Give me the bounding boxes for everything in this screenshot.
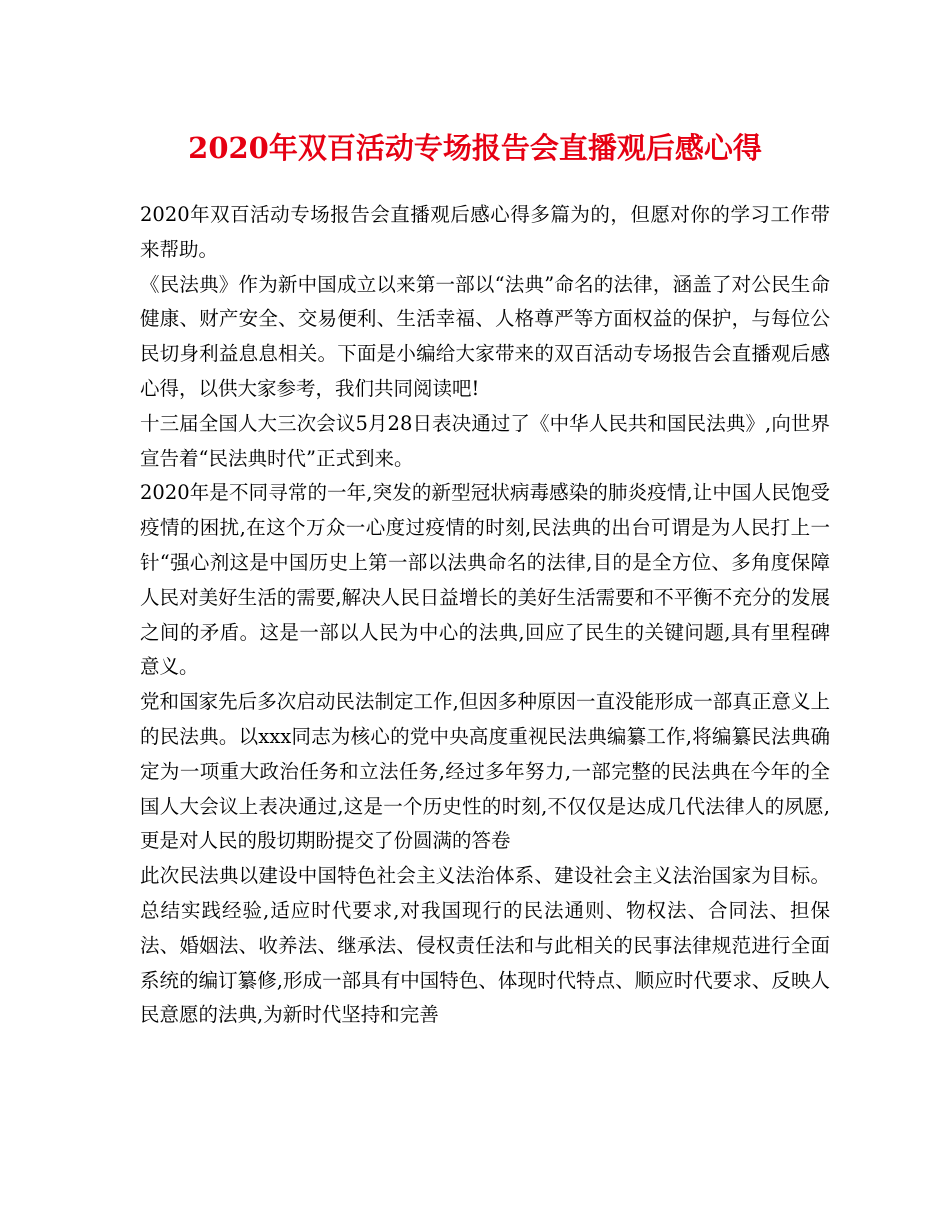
paragraph-civil-code-overview: 《民法典》作为新中国成立以来第一部以“法典”命名的法律，涵盖了对公民生命健康、财产安全、交易便利、生活幸福、人格尊严等方面权益的保护，与每位公民切身利益息息相关。下面是小编给大家带来的双百活动专场报告会直播观后感心得，以供大家参考，我们共同阅读吧! <box>140 272 830 400</box>
paragraph-compilation-history: 党和国家先后多次启动民法制定工作,但因多种原因一直没能形成一部真正意义上的民法典。以xxx同志为核心的党中央高度重视民法典编纂工作,将编纂民法典确定为一项重大政治任务和立法任务,经过多年努力,一部完整的民法典在今年的全国人大会议上表决通过,这是一个历史性的时刻,不仅仅是达成几代法律人的夙愿,更是对人民的殷切期盼提交了份圆满的答卷 <box>140 690 830 853</box>
document-body <box>140 198 830 1033</box>
document-title: 2020年双百活动专场报告会直播观后感心得 <box>188 131 762 165</box>
paragraph-2020-context: 2020年是不同寻常的一年,突发的新型冠状病毒感染的肺炎疫情,让中国人民饱受疫情的困扰,在这个万众一心度过疫情的时刻,民法典的出台可谓是为人民打上一针“强心剂这是中国历史上第一部以法典命名的法律,目的是全方位、多角度保障人民对美好生活的需要,解决人民日益增长的美好生活需要和不平衡不充分的发展之间的矛盾。这是一部以人民为中心的法典,回应了民生的关键问题,具有里程碑意义。 <box>140 481 830 679</box>
paragraph-goals: 此次民法典以建设中国特色社会主义法治体系、建设社会主义法治国家为目标。总结实践经验,适应时代要求,对我国现行的民法通则、物权法、合同法、担保法、婚姻法、收养法、继承法、侵权责任法和与此相关的民事法律规范进行全面系统的编订纂修,形成一部具有中国特色、体现时代特点、顺应时代要求、反映人民意愿的法典,为新时代坚持和完善 <box>140 864 830 1027</box>
paragraph-npc-vote: 十三届全国人大三次会议5月28日表决通过了《中华人民共和国民法典》,向世界宣告着“民法典时代”正式到来。 <box>140 411 830 470</box>
paragraph-intro: 2020年双百活动专场报告会直播观后感心得多篇为的，但愿对你的学习工作带来帮助。 <box>140 203 830 261</box>
